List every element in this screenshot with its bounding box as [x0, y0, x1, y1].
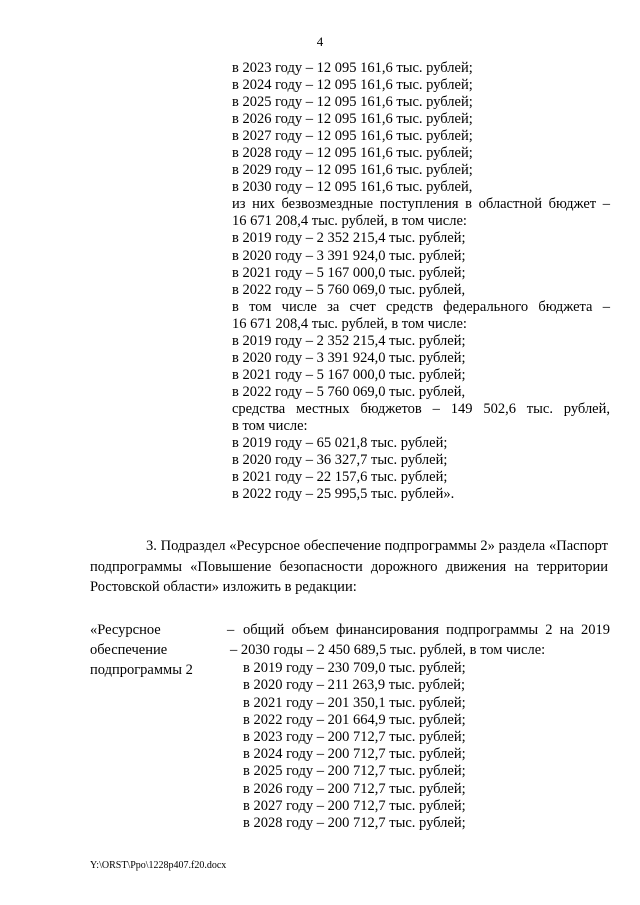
list-item: в 2021 году – 5 167 000,0 тыс. рублей; — [232, 366, 466, 383]
list-item: в 2029 году – 12 095 161,6 тыс. рублей; — [232, 162, 473, 179]
list-item: в 2019 году – 2 352 215,4 тыс. рублей; — [232, 332, 466, 349]
funding-list — [232, 60, 610, 503]
list-item: в 2022 году – 5 760 069,0 тыс. рублей, — [232, 281, 466, 298]
list-item: в 2025 году – 200 712,7 тыс. рублей; — [243, 763, 466, 780]
list-item: в 2023 году – 12 095 161,6 тыс. рублей; — [232, 60, 473, 76]
resource-total-line: общий объем финансирования подпрограммы 2 на 2019 — [243, 622, 610, 638]
list-item: 16 671 208,4 тыс. рублей, в том числе: — [232, 213, 467, 230]
list-item: в 2021 году – 201 350,1 тыс. рублей; — [243, 694, 466, 711]
list-item: в 2019 году – 230 709,0 тыс. рублей; — [243, 660, 466, 677]
list-item: в 2020 году – 3 391 924,0 тыс. рублей; — [232, 247, 466, 264]
list-item: в 2026 году – 12 095 161,6 тыс. рублей; — [232, 111, 473, 128]
list-item: в 2021 году – 5 167 000,0 тыс. рублей; — [232, 264, 466, 281]
resource-funding-list — [230, 620, 610, 832]
list-item: в 2022 году – 201 664,9 тыс. рублей; — [243, 711, 466, 728]
list-item: в 2020 году – 211 263,9 тыс. рублей; — [243, 677, 466, 694]
list-item: в 2024 году – 12 095 161,6 тыс. рублей; — [232, 77, 473, 94]
page-number: 4 — [316, 34, 324, 49]
list-item: в 2020 году – 3 391 924,0 тыс. рублей; — [232, 349, 466, 366]
paragraph-line: Ростовской области» изложить в редакции: — [90, 579, 357, 595]
list-item: в том числе за счет средств федерального бюджета – — [232, 298, 610, 315]
list-item: в 2022 году – 25 995,5 тыс. рублей». — [232, 486, 455, 503]
paragraph-line: 3. Подраздел «Ресурсное обеспечение подпрограммы 2» раздела «Паспорт — [146, 538, 608, 554]
resource-dash: – — [227, 622, 235, 638]
list-item: в 2028 году – 12 095 161,6 тыс. рублей; — [232, 145, 473, 162]
list-item: в 2025 году – 12 095 161,6 тыс. рублей; — [232, 94, 473, 111]
resource-total-line: – 2030 годы – 2 450 689,5 тыс. рублей, в том числе: — [230, 642, 546, 659]
list-item: средства местных бюджетов – 149 502,6 тыс. рублей, — [232, 400, 610, 417]
list-item: в 2019 году – 65 021,8 тыс. рублей; — [232, 435, 448, 452]
list-item: 16 671 208,4 тыс. рублей, в том числе: — [232, 315, 467, 332]
list-item: в 2021 году – 22 157,6 тыс. рублей; — [232, 469, 448, 486]
list-item: в 2027 году – 200 712,7 тыс. рублей; — [243, 797, 466, 814]
list-item: в 2027 году – 12 095 161,6 тыс. рублей; — [232, 128, 473, 145]
paragraph-line: подпрограммы «Повышение безопасности дорожного движения на территории — [90, 558, 608, 575]
list-item: в 2024 году – 200 712,7 тыс. рублей; — [243, 746, 466, 763]
section-3-paragraph — [90, 536, 608, 598]
list-item: в 2022 году – 5 760 069,0 тыс. рублей, — [232, 383, 466, 400]
list-item: в 2026 году – 200 712,7 тыс. рублей; — [243, 780, 466, 797]
list-item: в 2019 году – 2 352 215,4 тыс. рублей; — [232, 230, 466, 247]
resource-label — [90, 620, 220, 680]
resource-label-line: подпрограммы 2 — [90, 662, 193, 679]
file-path-footer: Y:\ORST\Ppo\1228p407.f20.docx — [90, 860, 227, 871]
list-item: в 2023 году – 200 712,7 тыс. рублей; — [243, 728, 466, 745]
list-item: из них безвозмездные поступления в областной бюджет – — [232, 196, 610, 213]
list-item: в 2020 году – 36 327,7 тыс. рублей; — [232, 452, 448, 469]
list-item: в 2030 году – 12 095 161,6 тыс. рублей, — [232, 179, 473, 196]
resource-label-line: обеспечение — [90, 642, 168, 659]
list-item: в 2028 году – 200 712,7 тыс. рублей; — [243, 814, 466, 831]
list-item: в том числе: — [232, 417, 308, 434]
resource-label-line: «Ресурсное — [90, 622, 161, 638]
